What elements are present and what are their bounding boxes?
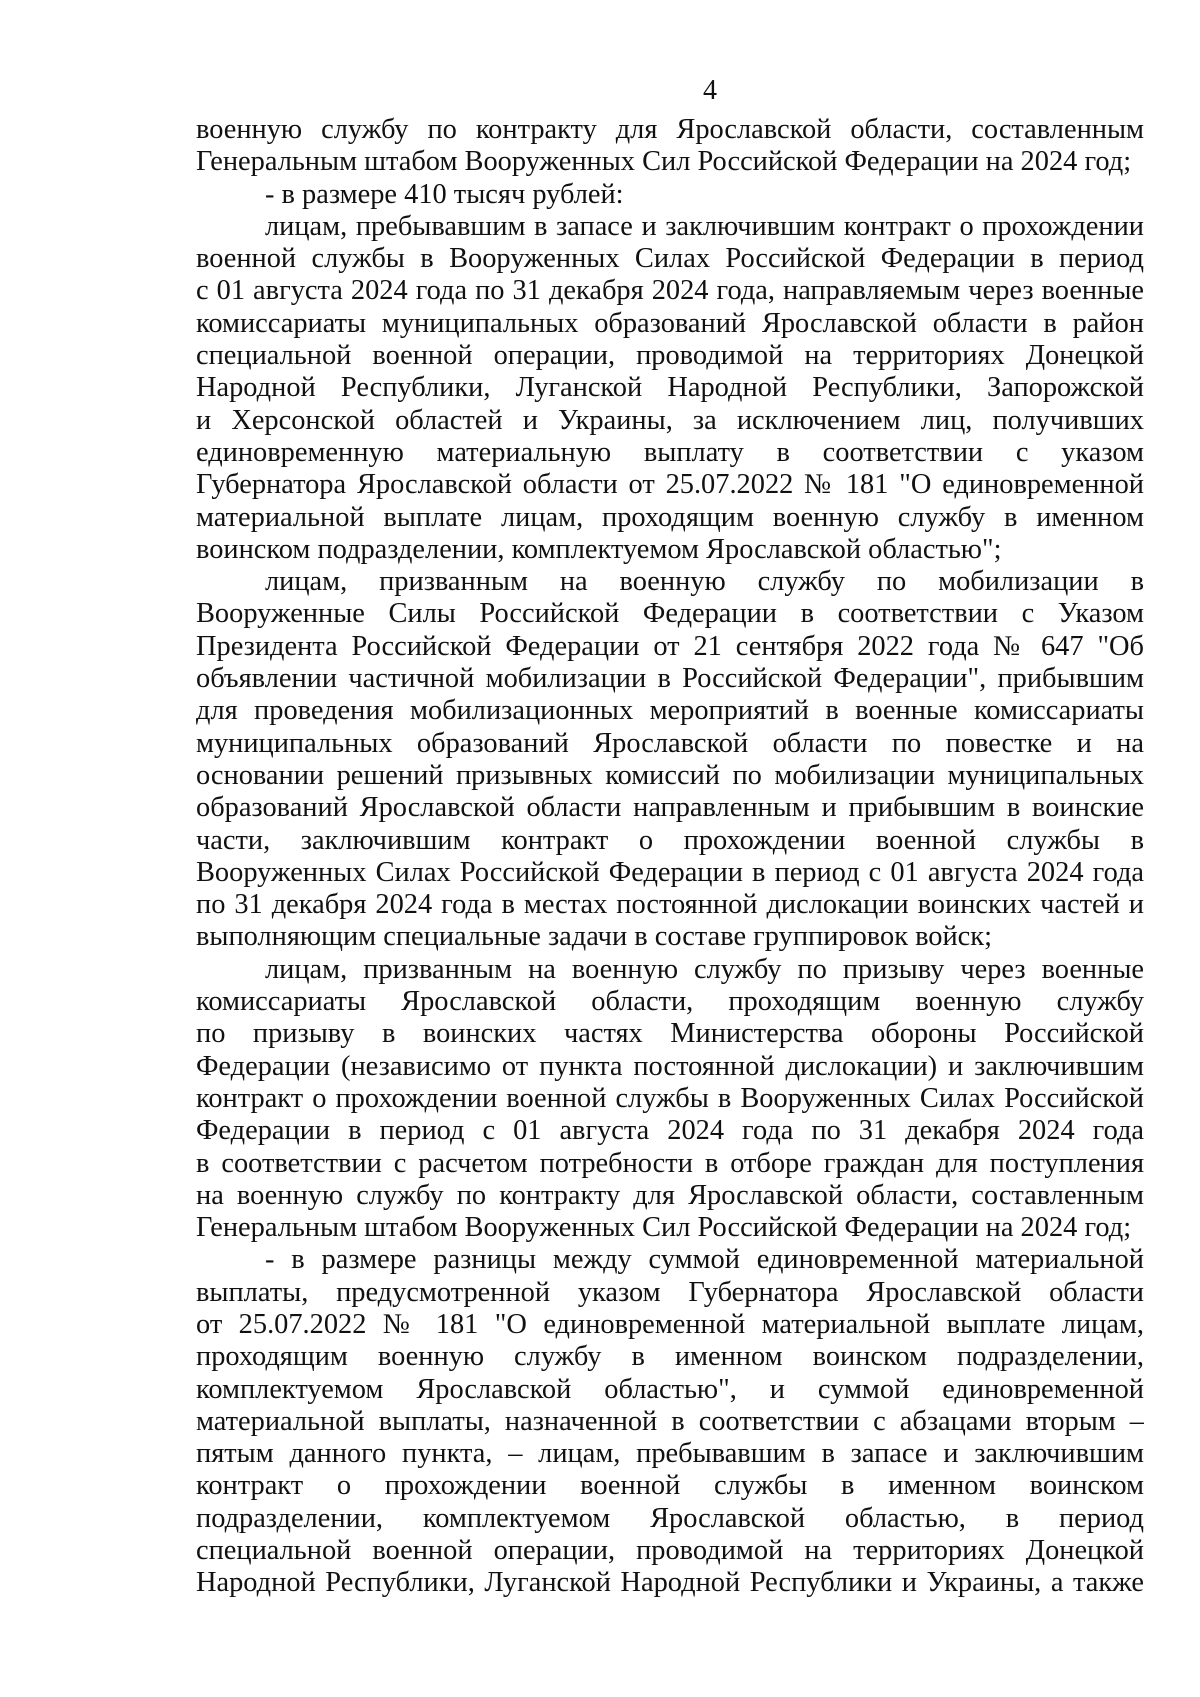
text-line: Федерации в период с 01 августа 2024 года по 31 декабря 2024 года [196,1115,1144,1147]
text-line: муниципальных образований Ярославской области по повестке и на [196,727,1144,759]
text-line: части, заключившим контракт о прохождении военной службы в [196,824,1144,856]
text-line: - в размере 410 тысяч рублей: [265,178,624,210]
page-number: 4 [703,75,717,106]
text-line: лицам, призванным на военную службу по мобилизации в [265,566,1144,598]
text-line: проходящим военную службу в именном воинском подразделении, [196,1341,1144,1373]
text-line: лицам, призванным на военную службу по призыву через военные [265,953,1144,985]
text-line: выполняющим специальные задачи в составе группировок войск; [196,921,992,953]
text-line: военную службу по контракту для Ярославской области, составленным [196,114,1144,145]
text-line: Федерации (независимо от пункта постоянной дислокации) и заключившим [196,1050,1144,1082]
text-line: Вооруженные Силы Российской Федерации в соответствии с Указом [196,598,1144,630]
text-line: комиссариаты Ярославской области, проходящим военную службу [196,986,1144,1018]
text-line: и Херсонской областей и Украины, за исключением лиц, получивших [196,404,1144,436]
text-line: лицам, пребывавшим в запасе и заключившим контракт о прохождении [265,210,1144,242]
text-line: специальной военной операции, проводимой на территориях Донецкой [196,1535,1144,1567]
text-line: Губернатора Ярославской области от 25.07.2022 № 181 "О единовременной [196,469,1144,501]
text-line: комиссариаты муниципальных образований Ярославской области в район [196,307,1144,339]
text-line: материальной выплаты, назначенной в соответствии с абзацами вторым – [196,1405,1144,1437]
text-line: Президента Российской Федерации от 21 сентября 2022 года № 647 "Об [196,630,1144,662]
text-line: Вооруженных Силах Российской Федерации в период с 01 августа 2024 года [196,856,1144,888]
text-line: пятым данного пункта, – лицам, пребывавшим в запасе и заключившим [196,1438,1144,1470]
text-line: от 25.07.2022 № 181 "О единовременной материальной выплате лицам, [196,1308,1144,1340]
text-line: образований Ярославской области направленным и прибывшим в воинские [196,792,1144,824]
text-line: контракт о прохождении военной службы в именном воинском [196,1470,1144,1502]
text-line: контракт о прохождении военной службы в Вооруженных Силах Российской [196,1082,1144,1114]
text-line: Генеральным штабом Вооруженных Сил Российской Федерации на 2024 год; [196,1212,1132,1244]
text-line: - в размере разницы между суммой единовременной материальной [265,1244,1144,1276]
text-line: на военную службу по контракту для Ярославской области, составленным [196,1179,1144,1211]
document-body [196,114,1144,1600]
text-line: для проведения мобилизационных мероприятий в военные комиссариаты [196,695,1144,727]
text-line: с 01 августа 2024 года по 31 декабря 2024 года, направляемым через военные [196,275,1144,307]
text-line: Генеральным штабом Вооруженных Сил Российской Федерации на 2024 год; [196,146,1132,178]
text-line: по призыву в воинских частях Министерства обороны Российской [196,1018,1144,1050]
text-line: в соответствии с расчетом потребности в отборе граждан для поступления [196,1147,1144,1179]
text-line: комплектуемом Ярославской областью", и суммой единовременной [196,1373,1144,1405]
text-line: выплаты, предусмотренной указом Губернатора Ярославской области [196,1276,1144,1308]
text-line: подразделении, комплектуемом Ярославской областью, в период [196,1502,1144,1534]
text-line: военной службы в Вооруженных Силах Российской Федерации в период [196,243,1144,275]
text-line: специальной военной операции, проводимой на территориях Донецкой [196,340,1144,372]
text-line: по 31 декабря 2024 года в местах постоянной дислокации воинских частей и [196,889,1144,921]
text-line: основании решений призывных комиссий по мобилизации муниципальных [196,759,1144,791]
text-line: Народной Республики, Луганской Народной Республики, Запорожской [196,372,1144,404]
text-line: объявлении частичной мобилизации в Российской Федерации", прибывшим [196,663,1144,695]
text-line: воинском подразделении, комплектуемом Ярославской областью"; [196,533,1002,565]
text-line: единовременную материальную выплату в соответствии с указом [196,436,1144,468]
text-line: материальной выплате лицам, проходящим военную службу в именном [196,501,1144,533]
text-line: Народной Республики, Луганской Народной Республики и Украины, а также [196,1567,1144,1599]
